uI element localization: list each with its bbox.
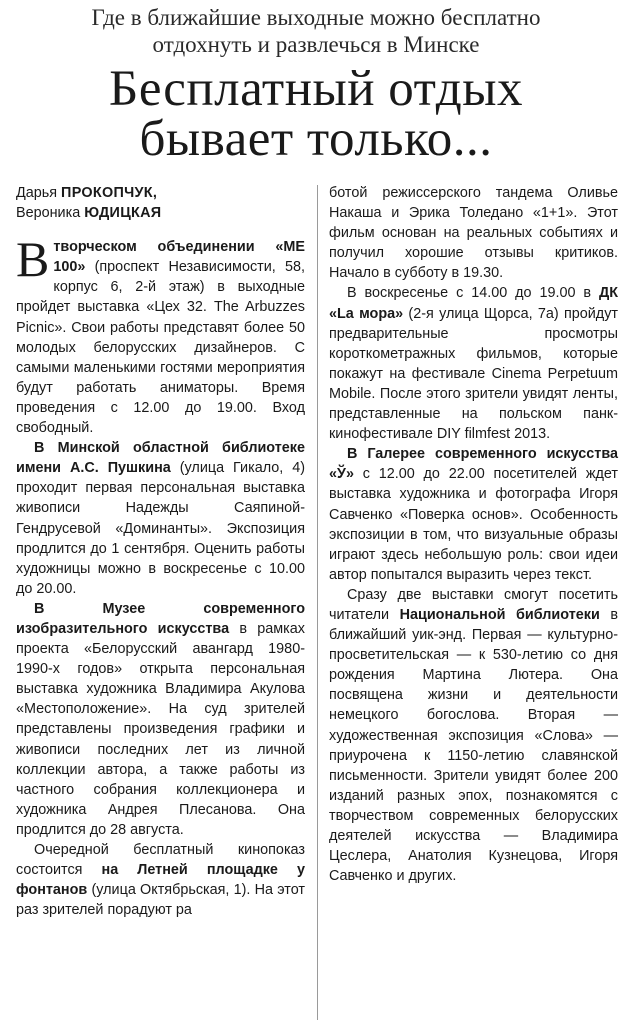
paragraph-gallery-u	[329, 444, 618, 585]
author-1-last-name: ПРОКОПЧУК,	[61, 185, 158, 201]
article-headline	[0, 61, 632, 167]
article-column-left	[16, 183, 305, 920]
headline-line-2: бывает только...	[139, 111, 493, 167]
byline	[16, 183, 305, 223]
venue-museum: В Музее современного изобразительного искусства	[16, 600, 305, 637]
paragraph-national-library-text-a: Сразу две выставки смогут посетить читатели	[329, 586, 618, 623]
paragraph-library-pushkin-text: (улица Гикало, 4) проходит первая персональная выставка живописи Надежды Саяпиной-Гендрусевой «Доминанты». Экспозиция продлится до 1 сентября. Оценить работы художницы можно в воскресенье с 10.00 до 20.00.	[16, 460, 306, 597]
paragraph-gallery-u-text: с 12.00 до 22.00 посетителей ждет выставка художника и фотографа Игоря Савченко «Поверка основ». Особенность экспозиции в том, что визуальные образы играют здесь небольшую роль: свои идеи автор попытался выразить через текст.	[329, 466, 618, 583]
paragraph-fountains-text-a: Очередной бесплатный кинопоказ состоится	[16, 842, 305, 879]
article-kicker	[0, 4, 632, 58]
author-2-first-name: Вероника	[16, 205, 81, 222]
paragraph-me100	[16, 231, 305, 438]
kicker-line-2: отдохнуть и развлечься в Минске	[152, 32, 480, 57]
venue-fountains: на Летней площадке у фонтанов	[16, 862, 305, 899]
paragraph-national-library-text-b: в ближайший уик-энд. Первая — культурно-просветительская — к 530-летию со дня рождения Мартина Лютера. Она посвящена жизни и деятельности немецкого богослова. Вторая — художественная экспозиция «Слова» — приурочена к 1150-летию славянской письменности. Зрители увидят более 200 изданий разных эпох, познакомятся с творчеством современных белорусских деятелей искусства — Владимира Цеслера, Анатолия Кузнецова, Игоря Савченко и других.	[329, 606, 618, 885]
venue-dk-lamora: ДК «La мора»	[329, 285, 618, 322]
author-2-last-name: ЮДИЦКАЯ	[84, 205, 162, 222]
kicker-line-1: Где в ближайшие выходные можно бесплатно	[91, 5, 541, 30]
drop-cap: В	[16, 231, 50, 288]
paragraph-film-continuation: ботой режиссерского тандема Оливье Накаша и Эрика Толедано «1+1». Этот фильм основан на реальных событиях и получил хорошие отзывы критиков. Начало в субботу в 19.30.	[329, 185, 618, 282]
paragraph-me100-text: (проспект Независимости, 58, корпус 6, 2-й этаж) в выходные пройдет выставка «Цех 32. The Arbuzzes Picnic». Свои работы представят более 50 молодых белорусских дизайнеров. С самыми маленькими гостями мероприятия будут работать аниматоры. Время проведения с 12.00 до 19.00. Вход свободный.	[16, 259, 305, 437]
paragraph-fountains-text-b: (улица Октябрьская, 1). На этот раз зрителей порадуют ра	[16, 882, 305, 919]
paragraph-dk-lamora	[329, 283, 618, 444]
venue-me100: творческом объединении «МЕ 100»	[53, 239, 305, 276]
byline-author-1	[16, 183, 305, 203]
paragraph-museum-text: в рамках проекта «Белорусский авангард 1980-1990-х годов» открыта персональная выставка художника Владимира Акулова «Местоположение». На суд зрителей представлены произведения графики и живописи последних лет из личной коллекции автора, а также работы из частного собрания коллекционера и художника Андрея Плесанова. Она продлится до 28 августа.	[16, 620, 305, 838]
paragraph-museum	[16, 599, 305, 840]
author-1-first-name: Дарья	[16, 185, 58, 201]
paragraph-fountains	[16, 840, 305, 920]
paragraph-library-pushkin	[16, 438, 305, 599]
paragraph-national-library	[329, 585, 618, 886]
column-divider	[317, 185, 318, 1020]
paragraph-dk-lamora-text-a: В воскресенье с 14.00 до 19.00 в	[347, 285, 599, 302]
venue-national-library: Национальной библиотеки	[399, 606, 600, 623]
venue-library-pushkin: В Минской областной библиотеке имени А.С. Пушкина	[16, 440, 305, 477]
paragraph-dk-lamora-text-b: (2-я улица Щорса, 7а) пройдут предварительные просмотры короткометражных фильмов, которые покажут на фестивале Cinema Perpetuum Mobile. После этого зрители увидят ленты, представленные на польском панк-кинофестивале DIY filmfest 2013.	[329, 305, 618, 443]
headline-line-1: Бесплатный отдых	[109, 61, 523, 117]
byline-author-2	[16, 203, 305, 223]
venue-gallery-u: В Галерее современного искусства «Ў»	[329, 446, 618, 483]
article-column-right	[329, 183, 618, 886]
